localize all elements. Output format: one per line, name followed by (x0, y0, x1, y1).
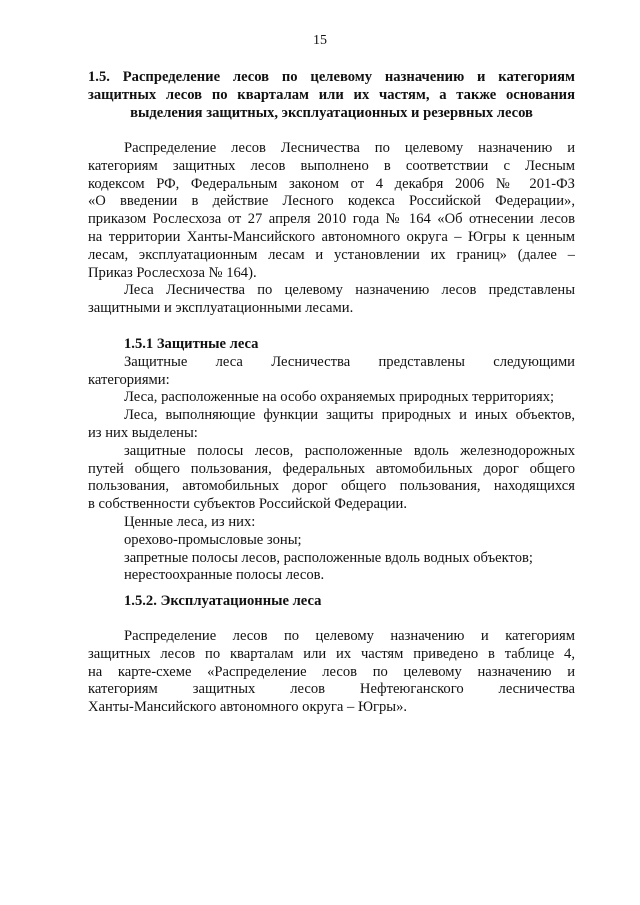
text-line: пользования, автомобильных дорог общего пользования, находящихся (88, 478, 575, 495)
page-number: 15 (313, 33, 327, 48)
text-line: категориями: (88, 371, 170, 388)
text-line: запретные полосы лесов, расположенные вдоль водных объектов; (124, 549, 533, 566)
text-line: лесам, эксплуатационным лесам и установлении их границ» (далее – (88, 246, 575, 263)
title-line: 1.5. Распределение лесов по целевому назначению и категориям (88, 69, 575, 85)
text-line: Приказ Рослесхоза № 164). (88, 264, 257, 281)
text-line: Распределение лесов по целевому назначению и категориям (124, 628, 575, 644)
text-line: защитных лесов по кварталам или их частям приведено в таблице 4, (88, 645, 575, 662)
text-line: на карте-схеме «Распределение лесов по целевому назначению и (88, 663, 575, 680)
paragraph-forest-types (88, 282, 575, 318)
text-line: на территории Ханты-Мансийского автономного округа – Югры к ценным (88, 228, 575, 245)
text-line: Распределение лесов Лесничества по целевому назначению и (124, 140, 575, 156)
section-exploitation-forests (88, 628, 575, 717)
text-line: Леса, расположенные на особо охраняемых природных территориях; (124, 389, 555, 406)
text-line: орехово-промысловые зоны; (124, 531, 302, 548)
text-line: категориям защитных лесов Нефтеюганского лесничества (88, 681, 575, 698)
section-protective-forests (88, 336, 575, 585)
title-line: защитных лесов по кварталам или их частям, а также основания (88, 86, 575, 103)
subsection-heading: 1.5.1 Защитные леса (124, 336, 259, 352)
text-line: путей общего пользования, федеральных автомобильных дорог общего (88, 460, 575, 477)
text-line: приказом Рослесхоза от 27 апреля 2010 года № 164 «Об отнесении лесов (88, 211, 575, 228)
text-line: в собственности субъектов Российской Федерации. (88, 496, 408, 513)
text-line: из них выделены: (88, 424, 198, 441)
text-line: Ханты-Мансийского автономного округа – Югры». (88, 699, 408, 716)
text-line: защитными и эксплуатационными лесами. (88, 299, 354, 316)
paragraph-legal-basis (88, 140, 575, 282)
subsection-heading: 1.5.2. Эксплуатационные леса (124, 593, 322, 609)
text-line: нерестоохранные полосы лесов. (124, 567, 325, 584)
text-line: кодексом РФ, Федеральным законом от 4 декабря 2006 № 201-ФЗ (88, 175, 575, 192)
text-line: Ценные леса, из них: (124, 513, 256, 530)
text-line: «О введении в действие Лесного кодекса Российской Федерации», (88, 193, 575, 210)
text-line: Леса Лесничества по целевому назначению лесов представлены (124, 282, 575, 298)
text-line: категориям защитных лесов выполнено в соответствии с Лесным (88, 157, 575, 174)
section-exploitation-heading (88, 593, 575, 611)
section-title (88, 69, 575, 122)
title-line: выделения защитных, эксплуатационных и резервных лесов (130, 104, 533, 121)
text-line: Защитные леса Лесничества представлены следующими (124, 353, 575, 370)
text-line: защитные полосы лесов, расположенные вдоль железнодорожных (124, 442, 575, 459)
text-line: Леса, выполняющие функции защиты природных и иных объектов, (124, 407, 575, 424)
